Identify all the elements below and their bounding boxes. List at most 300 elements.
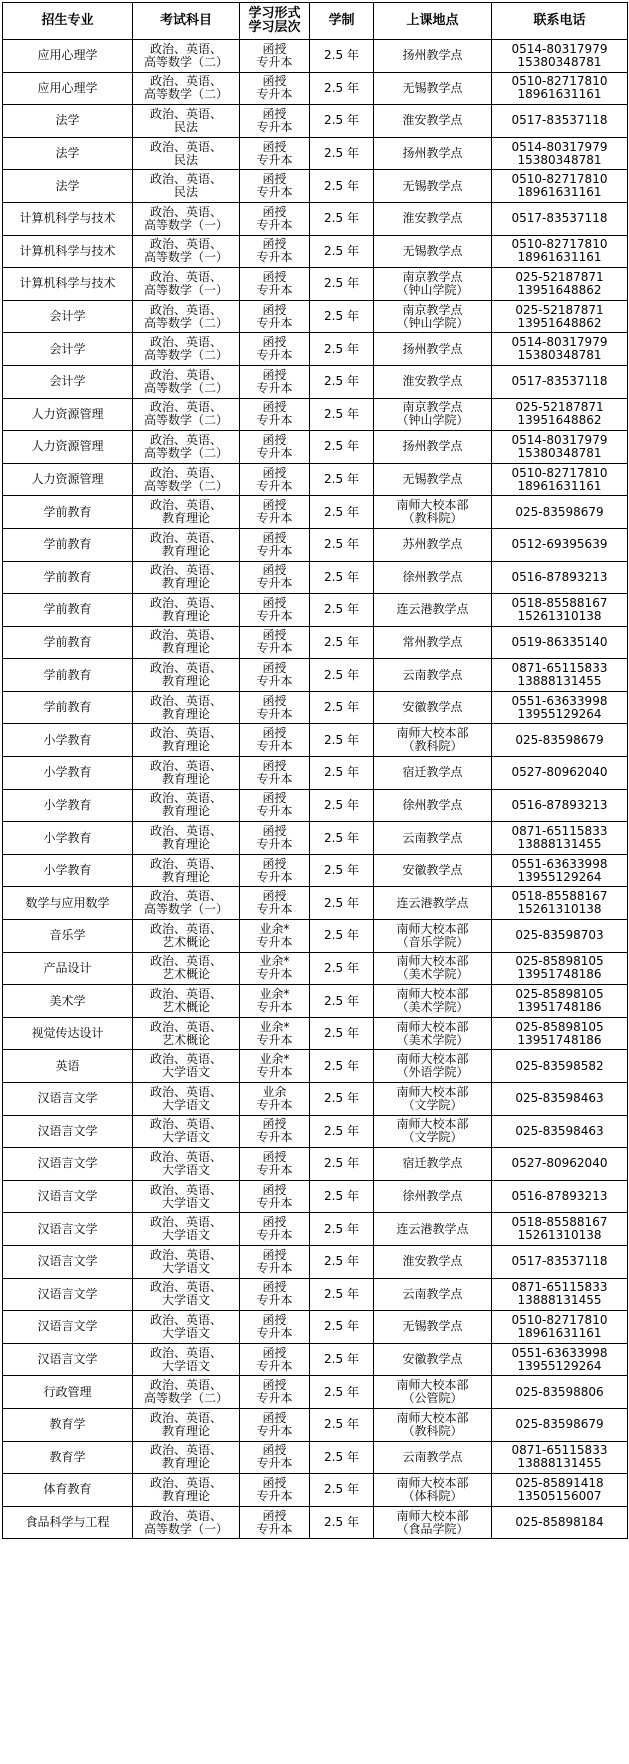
table-row [3,626,628,659]
table-row [3,1343,628,1376]
table-row [3,1376,628,1409]
location-cell: 淮安教学点 [374,105,492,138]
phone-cell: 0514-80317979 15380348781 [492,40,628,73]
form-cell: 业余* 专升本 [240,1050,310,1083]
form-cell: 函授 专升本 [240,170,310,203]
subjects-cell: 政治、英语、 教育理论 [133,1441,240,1474]
phone-cell: 025-83598806 [492,1376,628,1409]
subjects-cell: 政治、英语、 大学语文 [133,1245,240,1278]
phone-cell: 0517-83537118 [492,105,628,138]
subjects-cell: 政治、英语、 教育理论 [133,626,240,659]
phone-cell: 025-85898105 13951748186 [492,985,628,1018]
years-cell: 2.5 年 [310,1376,374,1409]
years-cell: 2.5 年 [310,952,374,985]
years-cell: 2.5 年 [310,1506,374,1539]
years-cell: 2.5 年 [310,1408,374,1441]
years-cell: 2.5 年 [310,1180,374,1213]
phone-cell: 025-83598679 [492,724,628,757]
table-row [3,1115,628,1148]
major-cell: 汉语言文学 [3,1213,133,1246]
form-cell: 函授 专升本 [240,1474,310,1507]
table-row [3,1474,628,1507]
subjects-cell: 政治、英语、 民法 [133,170,240,203]
major-cell: 产品设计 [3,952,133,985]
location-cell: 宿迁教学点 [374,1148,492,1181]
major-cell: 学前教育 [3,528,133,561]
table-row [3,561,628,594]
subjects-cell: 政治、英语、 教育理论 [133,822,240,855]
major-cell: 学前教育 [3,626,133,659]
major-cell: 法学 [3,170,133,203]
years-cell: 2.5 年 [310,137,374,170]
major-cell: 法学 [3,137,133,170]
location-cell: 淮安教学点 [374,365,492,398]
subjects-cell: 政治、英语、 教育理论 [133,691,240,724]
major-cell: 小学教育 [3,789,133,822]
years-cell: 2.5 年 [310,1017,374,1050]
years-cell: 2.5 年 [310,1213,374,1246]
major-cell: 人力资源管理 [3,398,133,431]
major-cell: 汉语言文学 [3,1245,133,1278]
years-cell: 2.5 年 [310,72,374,105]
phone-cell: 0517-83537118 [492,1245,628,1278]
form-cell: 函授 专升本 [240,691,310,724]
form-cell: 函授 专升本 [240,561,310,594]
major-cell: 汉语言文学 [3,1083,133,1116]
form-cell: 函授 专升本 [240,1180,310,1213]
form-cell: 函授 专升本 [240,1506,310,1539]
location-cell: 南京教学点 （钟山学院） [374,300,492,333]
form-cell: 函授 专升本 [240,105,310,138]
subjects-cell: 政治、英语、 高等数学（二） [133,463,240,496]
form-cell: 函授 专升本 [240,887,310,920]
years-cell: 2.5 年 [310,463,374,496]
table-row [3,431,628,464]
location-cell: 云南教学点 [374,1441,492,1474]
major-cell: 汉语言文学 [3,1311,133,1344]
header-form: 学习形式 学习层次 [240,3,310,40]
form-cell: 函授 专升本 [240,137,310,170]
years-cell: 2.5 年 [310,365,374,398]
major-cell: 小学教育 [3,757,133,790]
location-cell: 扬州教学点 [374,333,492,366]
table-row [3,691,628,724]
table-row [3,822,628,855]
form-cell: 业余* 专升本 [240,952,310,985]
form-cell: 函授 专升本 [240,235,310,268]
years-cell: 2.5 年 [310,1343,374,1376]
location-cell: 南师大校本部 （美术学院） [374,952,492,985]
major-cell: 应用心理学 [3,72,133,105]
location-cell: 常州教学点 [374,626,492,659]
major-cell: 汉语言文学 [3,1148,133,1181]
location-cell: 徐州教学点 [374,789,492,822]
form-cell: 函授 专升本 [240,398,310,431]
years-cell: 2.5 年 [310,1245,374,1278]
subjects-cell: 政治、英语、 大学语文 [133,1148,240,1181]
major-cell: 音乐学 [3,920,133,953]
years-cell: 2.5 年 [310,105,374,138]
location-cell: 南师大校本部 （教科院） [374,496,492,529]
table-row [3,1180,628,1213]
location-cell: 无锡教学点 [374,1311,492,1344]
major-cell: 食品科学与工程 [3,1506,133,1539]
phone-cell: 025-85898105 13951748186 [492,1017,628,1050]
subjects-cell: 政治、英语、 大学语文 [133,1213,240,1246]
form-cell: 函授 专升本 [240,40,310,73]
phone-cell: 0518-85588167 15261310138 [492,887,628,920]
form-cell: 函授 专升本 [240,333,310,366]
form-cell: 函授 专升本 [240,659,310,692]
phone-cell: 025-83598463 [492,1115,628,1148]
form-cell: 函授 专升本 [240,1408,310,1441]
form-cell: 函授 专升本 [240,300,310,333]
years-cell: 2.5 年 [310,1441,374,1474]
subjects-cell: 政治、英语、 高等数学（一） [133,1506,240,1539]
subjects-cell: 政治、英语、 教育理论 [133,659,240,692]
table-row [3,1408,628,1441]
subjects-cell: 政治、英语、 高等数学（二） [133,40,240,73]
major-cell: 汉语言文学 [3,1343,133,1376]
subjects-cell: 政治、英语、 高等数学（二） [133,72,240,105]
table-row [3,365,628,398]
years-cell: 2.5 年 [310,1115,374,1148]
form-cell: 函授 专升本 [240,72,310,105]
table-row [3,463,628,496]
form-cell: 函授 专升本 [240,202,310,235]
table-row [3,757,628,790]
years-cell: 2.5 年 [310,561,374,594]
years-cell: 2.5 年 [310,1050,374,1083]
subjects-cell: 政治、英语、 教育理论 [133,789,240,822]
major-cell: 会计学 [3,300,133,333]
years-cell: 2.5 年 [310,1311,374,1344]
phone-cell: 0871-65115833 13888131455 [492,1441,628,1474]
location-cell: 南师大校本部 （美术学院） [374,985,492,1018]
location-cell: 南师大校本部 （外语学院） [374,1050,492,1083]
table-row [3,398,628,431]
table-row [3,528,628,561]
years-cell: 2.5 年 [310,594,374,627]
location-cell: 连云港教学点 [374,1213,492,1246]
years-cell: 2.5 年 [310,40,374,73]
phone-cell: 0518-85588167 15261310138 [492,594,628,627]
table-row [3,202,628,235]
phone-cell: 0516-87893213 [492,789,628,822]
major-cell: 人力资源管理 [3,431,133,464]
subjects-cell: 政治、英语、 大学语文 [133,1311,240,1344]
phone-cell: 025-83598679 [492,1408,628,1441]
subjects-cell: 政治、英语、 民法 [133,137,240,170]
phone-cell: 0871-65115833 13888131455 [492,659,628,692]
form-cell: 业余 专升本 [240,1083,310,1116]
major-cell: 计算机科学与技术 [3,268,133,301]
subjects-cell: 政治、英语、 大学语文 [133,1083,240,1116]
location-cell: 扬州教学点 [374,40,492,73]
subjects-cell: 政治、英语、 教育理论 [133,496,240,529]
form-cell: 函授 专升本 [240,1343,310,1376]
phone-cell: 0551-63633998 13955129264 [492,691,628,724]
phone-cell: 0551-63633998 13955129264 [492,854,628,887]
form-cell: 函授 专升本 [240,463,310,496]
major-cell: 美术学 [3,985,133,1018]
location-cell: 南师大校本部 （体科院） [374,1474,492,1507]
years-cell: 2.5 年 [310,1148,374,1181]
years-cell: 2.5 年 [310,235,374,268]
years-cell: 2.5 年 [310,626,374,659]
phone-cell: 025-52187871 13951648862 [492,268,628,301]
phone-cell: 0519-86335140 [492,626,628,659]
table-row [3,1050,628,1083]
phone-cell: 0510-82717810 18961631161 [492,235,628,268]
phone-cell: 0510-82717810 18961631161 [492,1311,628,1344]
phone-cell: 0518-85588167 15261310138 [492,1213,628,1246]
subjects-cell: 政治、英语、 大学语文 [133,1180,240,1213]
enrollment-table [2,2,628,1539]
major-cell: 学前教育 [3,594,133,627]
table-row [3,920,628,953]
table-row [3,1245,628,1278]
form-cell: 函授 专升本 [240,724,310,757]
table-row [3,40,628,73]
location-cell: 连云港教学点 [374,594,492,627]
table-row [3,170,628,203]
subjects-cell: 政治、英语、 高等数学（二） [133,1376,240,1409]
table-row [3,854,628,887]
table-row [3,235,628,268]
form-cell: 函授 专升本 [240,496,310,529]
location-cell: 徐州教学点 [374,1180,492,1213]
phone-cell: 025-52187871 13951648862 [492,300,628,333]
major-cell: 教育学 [3,1441,133,1474]
major-cell: 应用心理学 [3,40,133,73]
major-cell: 学前教育 [3,561,133,594]
phone-cell: 0510-82717810 18961631161 [492,72,628,105]
years-cell: 2.5 年 [310,398,374,431]
subjects-cell: 政治、英语、 高等数学（二） [133,333,240,366]
table-row [3,659,628,692]
subjects-cell: 政治、英语、 高等数学（一） [133,887,240,920]
table-row [3,1148,628,1181]
phone-cell: 0551-63633998 13955129264 [492,1343,628,1376]
phone-cell: 025-83598463 [492,1083,628,1116]
table-row [3,952,628,985]
major-cell: 小学教育 [3,822,133,855]
years-cell: 2.5 年 [310,887,374,920]
subjects-cell: 政治、英语、 教育理论 [133,724,240,757]
table-body [3,40,628,1539]
table-row [3,724,628,757]
enrollment-table-container [2,2,628,1539]
header-years: 学制 [310,3,374,40]
major-cell: 英语 [3,1050,133,1083]
table-row [3,1506,628,1539]
location-cell: 南师大校本部 （教科院） [374,724,492,757]
subjects-cell: 政治、英语、 艺术概论 [133,1017,240,1050]
form-cell: 函授 专升本 [240,626,310,659]
subjects-cell: 政治、英语、 大学语文 [133,1343,240,1376]
form-cell: 函授 专升本 [240,431,310,464]
location-cell: 扬州教学点 [374,137,492,170]
years-cell: 2.5 年 [310,1278,374,1311]
table-row [3,72,628,105]
major-cell: 行政管理 [3,1376,133,1409]
form-cell: 函授 专升本 [240,757,310,790]
subjects-cell: 政治、英语、 高等数学（一） [133,202,240,235]
major-cell: 计算机科学与技术 [3,235,133,268]
location-cell: 无锡教学点 [374,235,492,268]
major-cell: 视觉传达设计 [3,1017,133,1050]
major-cell: 会计学 [3,365,133,398]
subjects-cell: 政治、英语、 民法 [133,105,240,138]
form-cell: 业余* 专升本 [240,920,310,953]
years-cell: 2.5 年 [310,822,374,855]
years-cell: 2.5 年 [310,496,374,529]
years-cell: 2.5 年 [310,528,374,561]
major-cell: 小学教育 [3,854,133,887]
header-subjects: 考试科目 [133,3,240,40]
location-cell: 无锡教学点 [374,463,492,496]
subjects-cell: 政治、英语、 大学语文 [133,1050,240,1083]
years-cell: 2.5 年 [310,985,374,1018]
years-cell: 2.5 年 [310,757,374,790]
table-row [3,1311,628,1344]
subjects-cell: 政治、英语、 教育理论 [133,757,240,790]
form-cell: 函授 专升本 [240,1245,310,1278]
location-cell: 苏州教学点 [374,528,492,561]
form-cell: 函授 专升本 [240,1115,310,1148]
phone-cell: 025-85898184 [492,1506,628,1539]
phone-cell: 0871-65115833 13888131455 [492,822,628,855]
phone-cell: 0517-83537118 [492,202,628,235]
subjects-cell: 政治、英语、 高等数学（二） [133,398,240,431]
form-cell: 函授 专升本 [240,854,310,887]
form-cell: 函授 专升本 [240,365,310,398]
location-cell: 云南教学点 [374,659,492,692]
location-cell: 无锡教学点 [374,72,492,105]
phone-cell: 0514-80317979 15380348781 [492,333,628,366]
table-row [3,1441,628,1474]
phone-cell: 0516-87893213 [492,561,628,594]
years-cell: 2.5 年 [310,691,374,724]
subjects-cell: 政治、英语、 教育理论 [133,561,240,594]
location-cell: 南师大校本部 （公管院） [374,1376,492,1409]
location-cell: 南师大校本部 （文学院） [374,1115,492,1148]
table-row [3,300,628,333]
major-cell: 教育学 [3,1408,133,1441]
table-row [3,985,628,1018]
subjects-cell: 政治、英语、 教育理论 [133,1474,240,1507]
form-cell: 业余* 专升本 [240,1017,310,1050]
years-cell: 2.5 年 [310,202,374,235]
form-cell: 函授 专升本 [240,594,310,627]
years-cell: 2.5 年 [310,789,374,822]
form-cell: 函授 专升本 [240,1278,310,1311]
form-cell: 函授 专升本 [240,268,310,301]
table-row [3,887,628,920]
major-cell: 汉语言文学 [3,1180,133,1213]
major-cell: 学前教育 [3,691,133,724]
subjects-cell: 政治、英语、 艺术概论 [133,985,240,1018]
location-cell: 南师大校本部 （文学院） [374,1083,492,1116]
phone-cell: 0510-82717810 18961631161 [492,170,628,203]
years-cell: 2.5 年 [310,300,374,333]
subjects-cell: 政治、英语、 艺术概论 [133,920,240,953]
phone-cell: 0871-65115833 13888131455 [492,1278,628,1311]
phone-cell: 0510-82717810 18961631161 [492,463,628,496]
major-cell: 计算机科学与技术 [3,202,133,235]
location-cell: 南师大校本部 （美术学院） [374,1017,492,1050]
years-cell: 2.5 年 [310,724,374,757]
years-cell: 2.5 年 [310,431,374,464]
form-cell: 函授 专升本 [240,1441,310,1474]
table-row [3,496,628,529]
form-cell: 函授 专升本 [240,528,310,561]
location-cell: 云南教学点 [374,822,492,855]
phone-cell: 025-85891418 13505156007 [492,1474,628,1507]
phone-cell: 025-83598582 [492,1050,628,1083]
location-cell: 南师大校本部 （教科院） [374,1408,492,1441]
location-cell: 南师大校本部 （音乐学院） [374,920,492,953]
major-cell: 数学与应用数学 [3,887,133,920]
location-cell: 扬州教学点 [374,431,492,464]
major-cell: 学前教育 [3,659,133,692]
form-cell: 业余* 专升本 [240,985,310,1018]
location-cell: 南京教学点 （钟山学院） [374,398,492,431]
years-cell: 2.5 年 [310,1474,374,1507]
form-cell: 函授 专升本 [240,789,310,822]
subjects-cell: 政治、英语、 高等数学（一） [133,235,240,268]
subjects-cell: 政治、英语、 艺术概论 [133,952,240,985]
location-cell: 无锡教学点 [374,170,492,203]
subjects-cell: 政治、英语、 教育理论 [133,1408,240,1441]
form-cell: 函授 专升本 [240,1376,310,1409]
table-row [3,1213,628,1246]
phone-cell: 0527-80962040 [492,757,628,790]
years-cell: 2.5 年 [310,268,374,301]
table-row [3,789,628,822]
location-cell: 淮安教学点 [374,1245,492,1278]
years-cell: 2.5 年 [310,920,374,953]
years-cell: 2.5 年 [310,1083,374,1116]
years-cell: 2.5 年 [310,854,374,887]
location-cell: 安徽教学点 [374,1343,492,1376]
phone-cell: 025-52187871 13951648862 [492,398,628,431]
location-cell: 连云港教学点 [374,887,492,920]
major-cell: 学前教育 [3,496,133,529]
location-cell: 南京教学点 （钟山学院） [374,268,492,301]
location-cell: 淮安教学点 [374,202,492,235]
phone-cell: 0512-69395639 [492,528,628,561]
location-cell: 安徽教学点 [374,854,492,887]
table-row [3,594,628,627]
subjects-cell: 政治、英语、 高等数学（二） [133,365,240,398]
phone-cell: 0516-87893213 [492,1180,628,1213]
subjects-cell: 政治、英语、 大学语文 [133,1115,240,1148]
header-row [3,3,628,40]
years-cell: 2.5 年 [310,659,374,692]
subjects-cell: 政治、英语、 高等数学（一） [133,268,240,301]
major-cell: 小学教育 [3,724,133,757]
form-cell: 函授 专升本 [240,1148,310,1181]
phone-cell: 0514-80317979 15380348781 [492,137,628,170]
major-cell: 汉语言文学 [3,1115,133,1148]
header-phone: 联系电话 [492,3,628,40]
major-cell: 会计学 [3,333,133,366]
form-cell: 函授 专升本 [240,822,310,855]
table-row [3,1017,628,1050]
table-row [3,105,628,138]
